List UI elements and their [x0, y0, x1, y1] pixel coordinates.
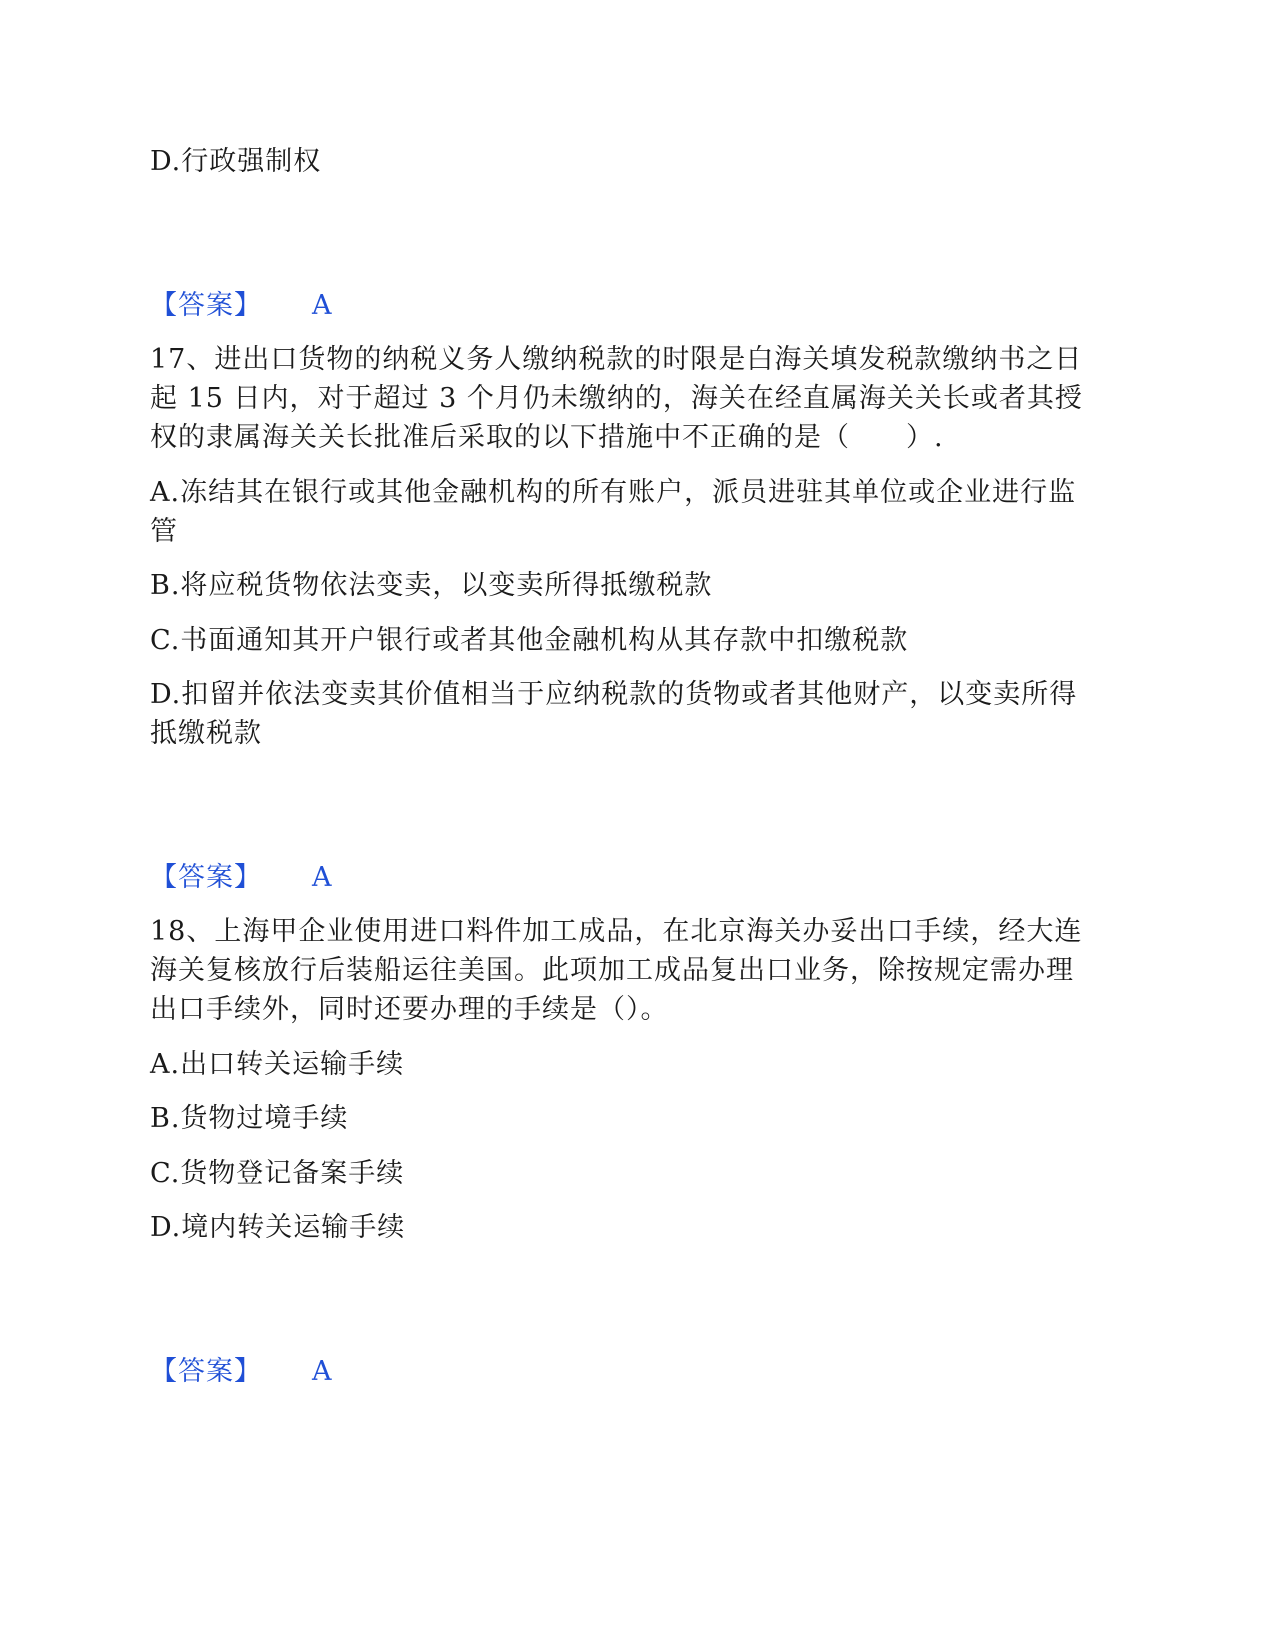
answer-value: A [312, 862, 332, 893]
q18-option-a: A.出口转关运输手续 [150, 1049, 405, 1080]
answer-value: A [312, 1356, 332, 1387]
answer-value: A [312, 290, 332, 321]
q17-option-b: B.将应税货物依法变卖，以变卖所得抵缴税款 [150, 570, 713, 601]
q18-stem-line-2: 海关复核放行后装船运往美国。此项加工成品复出口业务，除按规定需办理 [150, 955, 1074, 986]
q17-stem-line-1: 17、进出口货物的纳税义务人缴纳税款的时限是白海关填发税款缴纳书之日 [150, 344, 1083, 375]
q17-option-d-line-2: 抵缴税款 [150, 718, 262, 749]
q17-option-d-line-1: D.扣留并依法变卖其价值相当于应纳税款的货物或者其他财产，以变卖所得 [150, 679, 1078, 710]
q16-option-d: D.行政强制权 [150, 146, 322, 177]
q17-stem-line-2: 起 15 日内，对于超过 3 个月仍未缴纳的，海关在经直属海关关长或者其授 [150, 383, 1083, 414]
q18-option-c: C.货物登记备案手续 [150, 1158, 405, 1189]
q17-option-a-line-2: 管 [150, 516, 178, 547]
answer-label: 【答案】 [150, 862, 262, 893]
q17-answer [150, 858, 332, 898]
q18-option-d: D.境内转关运输手续 [150, 1212, 406, 1243]
q16-answer [150, 286, 332, 326]
q18-stem-line-3: 出口手续外，同时还要办理的手续是（）。 [150, 994, 669, 1025]
q18-answer [150, 1352, 332, 1392]
q17-stem-line-3: 权的隶属海关关长批准后采取的以下措施中不正确的是（ ）. [150, 422, 944, 453]
answer-label: 【答案】 [150, 290, 262, 321]
q17-option-a-line-1: A.冻结其在银行或其他金融机构的所有账户，派员进驻其单位或企业进行监 [150, 477, 1077, 508]
answer-label: 【答案】 [150, 1356, 262, 1387]
q18-stem-line-1: 18、上海甲企业使用进口料件加工成品，在北京海关办妥出口手续，经大连 [150, 916, 1083, 947]
q17-option-c: C.书面通知其开户银行或者其他金融机构从其存款中扣缴税款 [150, 625, 909, 656]
q18-option-b: B.货物过境手续 [150, 1103, 349, 1134]
